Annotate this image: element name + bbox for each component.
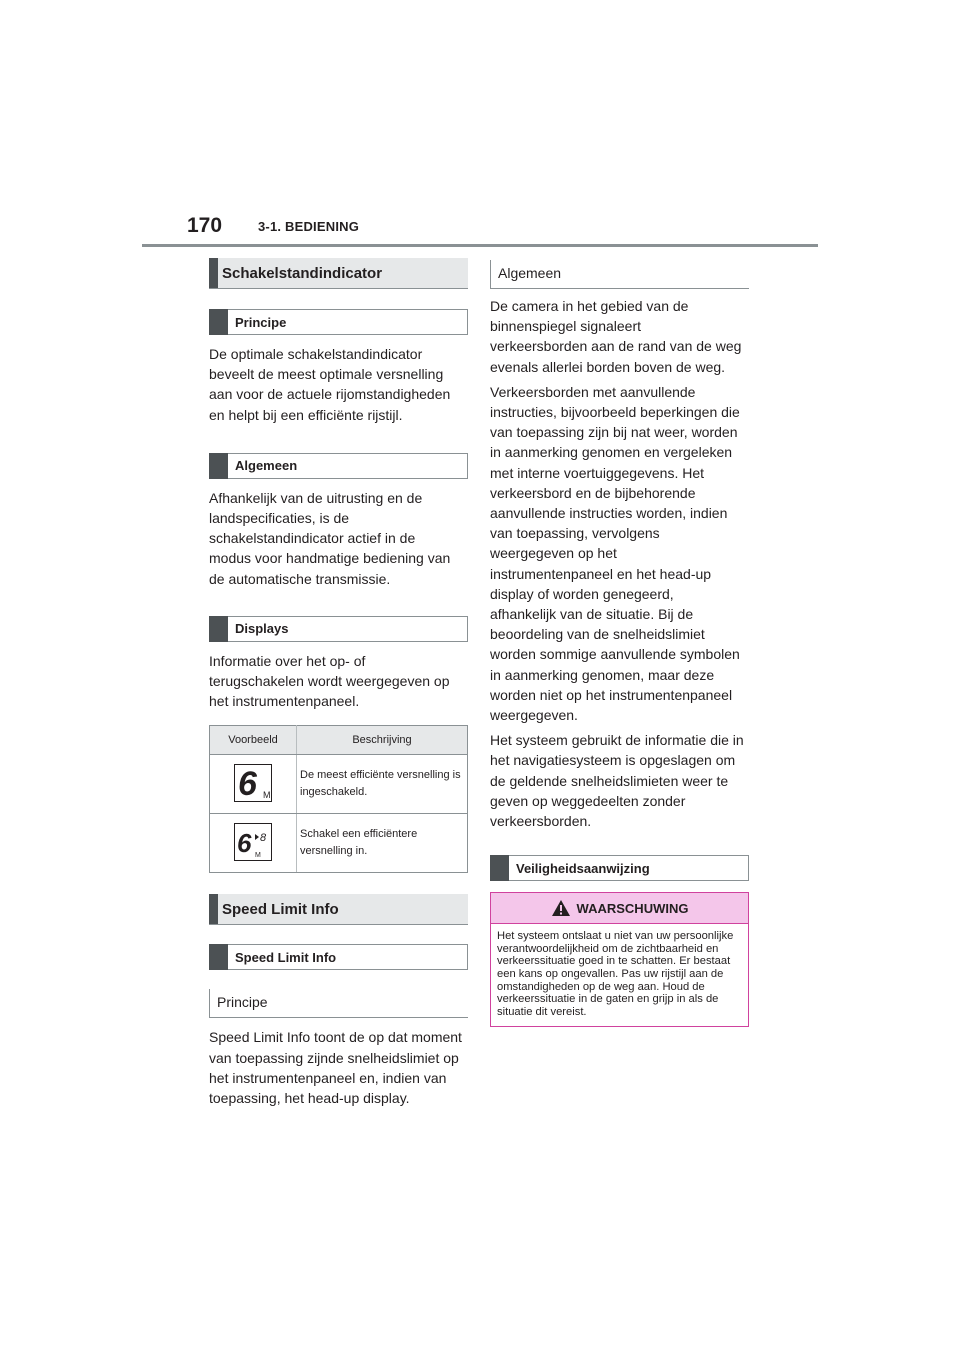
paragraph-navigatie: Het systeem gebruikt de informatie die in het navigatiesysteem is opgeslagen om de geldende snelheidslimieten weer te geven op weggedeelten zonder verkeersborden. bbox=[490, 732, 744, 830]
paragraph-algemeen: Afhankelijk van de uitrusting en de landspecificaties, is de schakelstandindicator actief in de modus voor handmatige bediening van de automatische transmissie. bbox=[209, 489, 451, 587]
paragraph-displays: Informatie over het op- of terugschakelen wordt weergegeven op het instrumentenpaneel. bbox=[209, 652, 450, 710]
subheading-displays bbox=[209, 616, 468, 642]
subheading-bar bbox=[209, 453, 228, 479]
paragraph-camera: De camera in het gebied van de binnenspiegel signaleert verkeersborden aan de rand van de weg evenals allerlei borden boven de weg. bbox=[490, 298, 742, 375]
table-header-voorbeeld: Voorbeeld bbox=[210, 726, 297, 755]
table-cell-description: De meest efficiënte versnelling is ingeschakeld. bbox=[297, 755, 468, 814]
warning-header bbox=[491, 893, 748, 924]
minor-heading-principe bbox=[209, 987, 468, 1018]
heading-tick bbox=[209, 989, 210, 1017]
svg-text:6: 6 bbox=[238, 765, 257, 802]
section-label: 3-1. BEDIENING bbox=[258, 219, 360, 234]
warning-title: WAARSCHUWING bbox=[576, 900, 689, 916]
gear-indicator-table bbox=[209, 725, 468, 873]
paragraph-principe: De optimale schakelstandindicator beveelt de meest optimale versnelling aan voor de actuele rijomstandigheden en helpt bij een efficiënte rijstijl. bbox=[209, 346, 451, 423]
subheading-algemeen bbox=[209, 453, 468, 479]
table-header-beschrijving: Beschrijving bbox=[297, 726, 468, 755]
minor-heading-algemeen bbox=[490, 258, 749, 289]
heading-text: Schakelstandindicator bbox=[222, 264, 383, 282]
minor-heading-text: Principe bbox=[217, 994, 268, 1011]
page-number: 170 bbox=[187, 214, 223, 237]
subheading-text: Principe bbox=[235, 314, 287, 330]
subheading-speed-limit-info bbox=[209, 944, 468, 970]
heading-schakelstandindicator bbox=[209, 258, 468, 289]
subheading-text: Veiligheidsaanwijzing bbox=[516, 860, 650, 876]
warning-triangle-icon bbox=[551, 899, 571, 917]
subheading-bar bbox=[209, 944, 228, 970]
svg-text:M: M bbox=[255, 852, 261, 860]
paragraph-verkeersborden: Verkeersborden met aanvullende instructies, bijvoorbeeld beperkingen die van toepassing zijn bij nat weer, worden in aanmerking genomen en vergeleken met interne voertuiggegevens. Het verkeersbord en de bijbehorende aanvullende instructies worden, indien van toepassing, vervolgens weergegeven op het instrumentenpaneel en het head-up display of worden genegeerd, afhankelijk van de situatie. Bij de beoordeling van de snelheidslimiet worden sommige aanvullende symbolen in aanmerking genomen, maar deze worden niet op het instrumentenpaneel weergegeven. bbox=[490, 383, 740, 724]
subheading-bar bbox=[209, 309, 228, 335]
heading-tick bbox=[490, 260, 491, 288]
heading-speed-limit-info bbox=[209, 894, 468, 925]
gear-example-cell bbox=[210, 814, 297, 873]
subheading-principe bbox=[209, 309, 468, 335]
gear-upshift-icon bbox=[234, 823, 272, 861]
subheading-text: Algemeen bbox=[235, 458, 298, 474]
subheading-bar bbox=[490, 855, 509, 881]
subheading-veiligheidsaanwijzing bbox=[490, 855, 749, 881]
svg-text:8: 8 bbox=[260, 832, 267, 845]
gear-example-cell bbox=[210, 755, 297, 814]
table-row bbox=[210, 755, 468, 814]
subheading-bar bbox=[209, 616, 228, 642]
svg-text:M: M bbox=[263, 790, 271, 801]
table-cell-description: Schakel een efficiëntere versnelling in. bbox=[297, 814, 468, 873]
heading-text: Speed Limit Info bbox=[222, 900, 339, 918]
heading-bar bbox=[209, 894, 218, 924]
paragraph-speed-limit: Speed Limit Info toont de op dat moment van toepassing zijnde snelheidslimiet op het instrumentenpaneel en, indien van toepassing, het head-up display. bbox=[209, 1029, 462, 1107]
table-row bbox=[210, 814, 468, 873]
header-rule bbox=[142, 244, 818, 247]
gear-m-icon bbox=[234, 764, 272, 802]
heading-bar bbox=[209, 258, 218, 288]
svg-text:6: 6 bbox=[237, 828, 252, 859]
warning-box bbox=[490, 892, 749, 1027]
warning-text: Het systeem ontslaat u niet van uw persoonlijke verantwoordelijkheid om de zichtbaarheid en verkeerssituatie goed in te schatten. Er bestaat een kans op ongevallen. Pas uw rijstijl aan de omstandigheden op de weg aan. Houd de verkeerssituatie in de gaten en grijp in als de situatie dit vereist. bbox=[497, 930, 734, 1018]
subheading-text: Speed Limit Info bbox=[235, 949, 337, 965]
right-column bbox=[490, 258, 749, 1027]
left-column bbox=[209, 258, 468, 1108]
subheading-text: Displays bbox=[235, 621, 289, 637]
minor-heading-text: Algemeen bbox=[498, 265, 562, 281]
